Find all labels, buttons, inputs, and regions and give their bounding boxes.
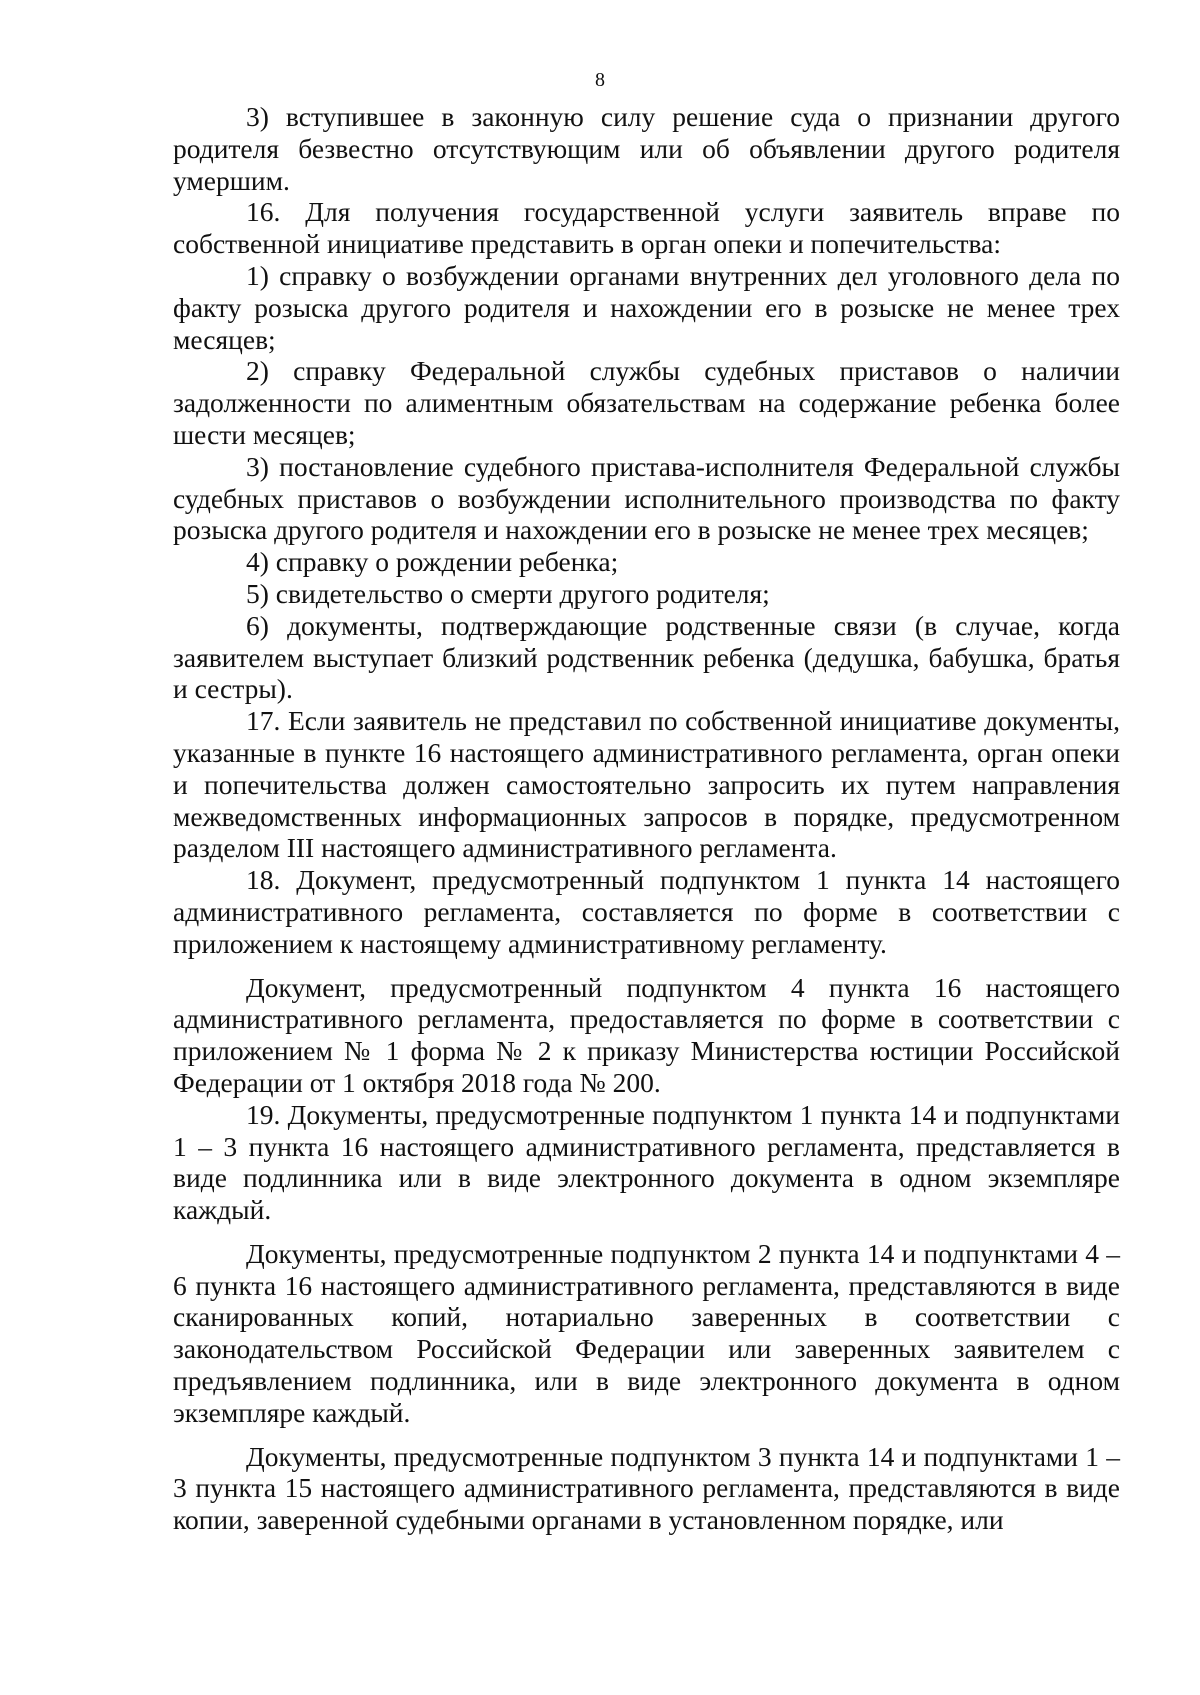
paragraph-19-continued-1: Документы, предусмотренные подпунктом 2 пункта 14 и подпунктами 4 – 6 пункта 16 настоящего административного регламента, представляются в виде сканированных копий, нотариально заверенных в соответствии с законодательством Российской Федерации или заверенных заявителем с предъявлением подлинника, или в виде электронного документа в одном экземпляре каждый. xyxy=(173,1237,1120,1428)
paragraph-item-16: 16. Для получения государственной услуги заявитель вправе по собственной инициативе представить в орган опеки и попечительства: xyxy=(173,196,1120,260)
paragraph-item-18: 18. Документ, предусмотренный подпунктом 1 пункта 14 настоящего административного регламента, составляется по форме в соответствии с приложением к настоящему административному регламенту. xyxy=(173,864,1120,959)
paragraph-item-19: 19. Документы, предусмотренные подпунктом 1 пункта 14 и подпунктами 1 – 3 пункта 16 настоящего административного регламента, представляется в виде подлинника или в виде электронного документа в одном экземпляре каждый. xyxy=(173,1098,1120,1226)
paragraph-16-sub-1: 1) справку о возбуждении органами внутренних дел уголовного дела по факту розыска другого родителя и нахождении его в розыске не менее трех месяцев; xyxy=(173,259,1120,355)
paragraph-16-sub-3: 3) постановление судебного пристава-исполнителя Федеральной службы судебных приставов о возбуждении исполнительного производства по факту розыска другого родителя и нахождении его в розыске не менее трех месяцев; xyxy=(173,450,1120,546)
paragraph-16-sub-6: 6) документы, подтверждающие родственные связи (в случае, когда заявителем выступает близкий родственник ребенка (дедушка, бабушка, братья и сестры). xyxy=(173,609,1120,705)
paragraph-19-continued-2: Документы, предусмотренные подпунктом 3 пункта 14 и подпунктами 1 – 3 пункта 15 настоящего административного регламента, представляются в виде копии, заверенной судебными органами в установленном порядке, или xyxy=(173,1440,1120,1536)
paragraph-18-continued: Документ, предусмотренный подпунктом 4 пункта 16 настоящего административного регламента, предоставляется по форме в соответствии с приложением № 1 форма № 2 к приказу Министерства юстиции Российской Федерации от 1 октября 2018 года № 200. xyxy=(173,971,1120,1098)
paragraph-16-sub-5: 5) свидетельство о смерти другого родителя; xyxy=(246,577,770,609)
paragraph-item-17: 17. Если заявитель не представил по собственной инициативе документы, указанные в пункте 16 настоящего административного регламента, орган опеки и попечительства должен самостоятельно запросить их путем направления межведомственных информационных запросов в порядке, предусмотренном разделом III настоящего административного регламента. xyxy=(173,705,1120,864)
page-number: 8 xyxy=(595,69,605,91)
paragraph-16-sub-4: 4) справку о рождении ребенка; xyxy=(246,546,619,578)
document-body xyxy=(173,101,1120,1536)
paragraph-clause-3: 3) вступившее в законную силу решение суда о признании другого родителя безвестно отсутствующим или об объявлении другого родителя умершим. xyxy=(173,101,1120,196)
paragraph-16-sub-2: 2) справку Федеральной службы судебных приставов о наличии задолженности по алиментным обязательствам на содержание ребенка более шести месяцев; xyxy=(173,355,1120,450)
